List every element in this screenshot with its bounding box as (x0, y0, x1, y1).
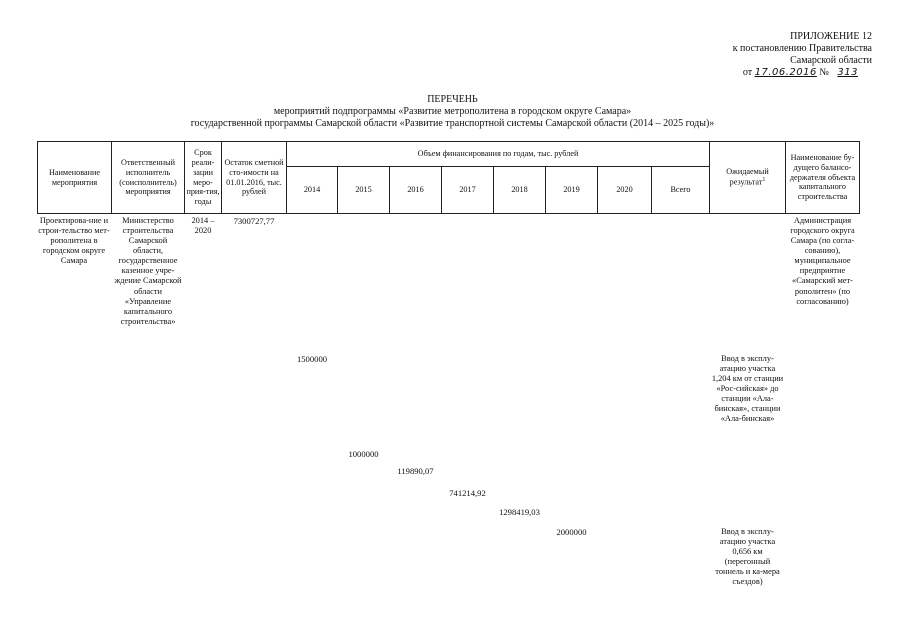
date-prefix: от (742, 67, 753, 78)
value-2015: 1000000 (348, 449, 379, 459)
appendix-region: Самарской области (790, 55, 872, 66)
header-bottom-border (37, 213, 859, 214)
value-2019: 2000000 (556, 527, 587, 537)
cell-executor: Министерство строительства Самарской области, государственное казенное учре-ждение Самарской области «Управление капитального строительства» (114, 216, 182, 326)
header-year-2017: 2017 (459, 185, 476, 195)
header-balance: Остаток сметной сто-имости на 01.01.2016, тыс. рублей (224, 158, 284, 197)
header-year-2016: 2016 (407, 185, 424, 195)
value-2018: 1298419,03 (499, 507, 540, 517)
footnote-marker: 1 (762, 177, 766, 184)
header-result (710, 142, 785, 213)
number-value: 313 (837, 67, 858, 78)
number-prefix: № (819, 67, 829, 78)
document-title (0, 94, 905, 130)
cell-term: 2014 – 2020 (191, 216, 215, 236)
result-first: Ввод в эксплу-атацию участка 1,204 км от станции «Рос-сийская» до станции «Ала-бинская», станции «Ала-бинская» (711, 354, 784, 424)
header-year-2020: 2020 (616, 185, 633, 195)
header-year-2019: 2019 (563, 185, 580, 195)
header-total: Всего (670, 185, 691, 195)
cell-measure-name: Проектирова-ние и строи-тельство мет-рополитена в городском округе Самара (38, 216, 110, 266)
cell-balance: 7300727,77 (233, 216, 275, 226)
title-program: государственной программы Самарской области «Развитие транспортной системы Самарской области (2014 – 2025 годы)» (190, 118, 715, 129)
header-year-2014: 2014 (303, 185, 321, 195)
appendix-title: ПРИЛОЖЕНИЕ 12 (790, 31, 872, 42)
title-subprogram: мероприятий подпрограммы «Развитие метрополитена в городском округе Самара» (273, 106, 632, 117)
header-year-2015: 2015 (355, 185, 372, 195)
value-2017: 741214,92 (449, 488, 486, 498)
header-result-text: Ожидаемый результат$^1$ (726, 167, 769, 187)
header-term: Срок реали-зации меро-прия-тия, годы (186, 148, 220, 206)
result-second: Ввод в эксплу-атацию участка 0,656 км (перегонный тоннель и ка-мера съездов) (715, 527, 780, 587)
value-2016: 119890,07 (397, 466, 434, 476)
appendix-date-line (743, 67, 872, 79)
header-year-2018: 2018 (511, 185, 528, 195)
title-heading: ПЕРЕЧЕНЬ (427, 94, 478, 105)
header-name: Наименование мероприятия (48, 167, 100, 187)
header-financing: Объем финансирования по годам, тыс. рублей (417, 149, 579, 159)
cell-holder: Администрация городского округа Самара (по согла-сованию), муниципальное предприятие «Самарский мет-рополитен» (по согласованию) (790, 216, 855, 306)
header-executor: Ответственный исполнитель (соисполнитель) мероприятия (119, 158, 177, 197)
appendix-block (632, 31, 872, 79)
header-holder: Наименование бу-дущего балансо-держателя объекта капитального строительства (789, 153, 856, 201)
col-border (859, 141, 860, 214)
appendix-decree: к постановлению Правительства (732, 43, 872, 54)
date-value: 17.06.2016 (754, 67, 817, 78)
value-2014: 1500000 (296, 354, 328, 364)
